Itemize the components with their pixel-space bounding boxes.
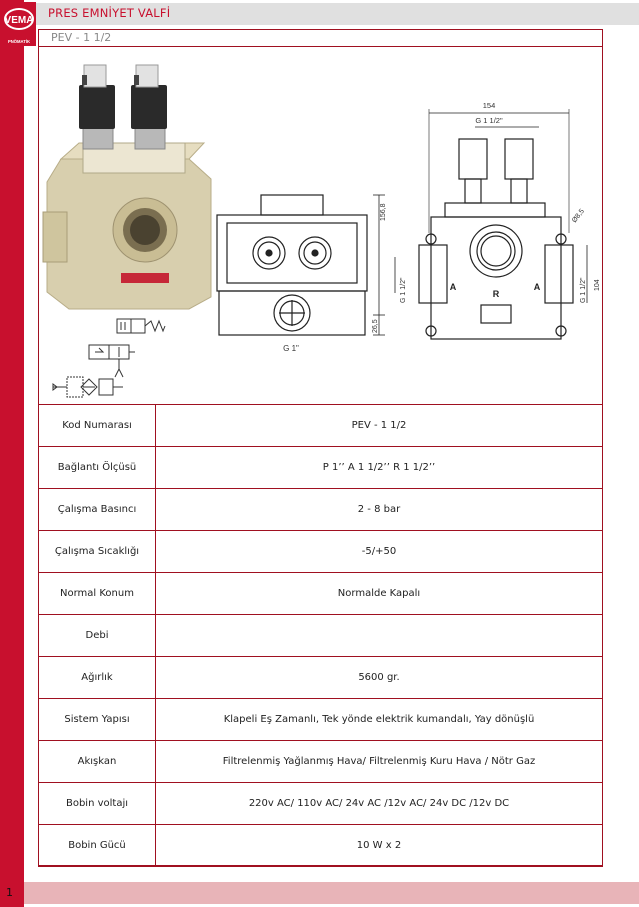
left-sidebar — [0, 0, 24, 907]
page-number: 1 — [6, 886, 13, 899]
spec-label: Akışkan — [39, 741, 156, 783]
dim-width: 154 — [482, 101, 496, 110]
table-row — [39, 657, 603, 699]
table-row — [39, 447, 603, 489]
product-photo — [43, 65, 211, 309]
table-row — [39, 699, 603, 741]
spec-label: Bobin Gücü — [39, 825, 156, 867]
spec-value: P 1’’ A 1 1/2’’ R 1 1/2’’ — [156, 447, 603, 489]
spec-value — [156, 615, 603, 657]
dim-bottom-port: G 1" — [283, 344, 299, 353]
spec-table — [38, 404, 603, 867]
spec-label: Normal Konum — [39, 573, 156, 615]
table-row — [39, 615, 603, 657]
spec-value: PEV - 1 1/2 — [156, 405, 603, 447]
product-drawings — [39, 47, 602, 404]
dim-height-front: 156,8 — [380, 203, 387, 221]
vema-logo — [2, 2, 36, 46]
dim-side-right: G 1 1/2" — [580, 277, 587, 303]
spec-value: Normalde Kapalı — [156, 573, 603, 615]
spec-label: Debi — [39, 615, 156, 657]
dim-top-port: G 1 1/2" — [475, 116, 503, 125]
pneumatic-symbol — [53, 319, 165, 397]
front-view-drawing — [217, 195, 385, 335]
spec-value: -5/+50 — [156, 531, 603, 573]
model-bar — [39, 30, 602, 47]
spec-value: Filtrelenmiş Yağlanmış Hava/ Filtrelenmiş Kuru Hava / Nötr Gaz — [156, 741, 603, 783]
page-title: PRES EMNİYET VALFİ — [48, 6, 171, 20]
logo-brand: VEMA — [4, 15, 34, 26]
dim-bottom-front: 26,5 — [372, 319, 379, 333]
table-row — [39, 489, 603, 531]
logo-sub: PNÖMATİK — [7, 39, 31, 44]
side-view-drawing — [395, 109, 587, 339]
spec-value: 220v AC/ 110v AC/ 24v AC /12v AC/ 24v DC /12v DC — [156, 783, 603, 825]
spec-label: Çalışma Basıncı — [39, 489, 156, 531]
footer-bar — [0, 882, 639, 904]
table-row — [39, 531, 603, 573]
dim-hole: Ø8,5 — [571, 207, 586, 225]
spec-label: Sistem Yapısı — [39, 699, 156, 741]
table-row — [39, 741, 603, 783]
table-row — [39, 825, 603, 867]
spec-value: 10 W x 2 — [156, 825, 603, 867]
spec-label: Çalışma Sıcaklığı — [39, 531, 156, 573]
spec-value: Klapeli Eş Zamanlı, Tek yönde elektrik kumandalı, Yay dönüşlü — [156, 699, 603, 741]
port-label-right: A — [533, 282, 541, 292]
dim-height-right: 104 — [594, 279, 601, 291]
spec-label: Ağırlık — [39, 657, 156, 699]
spec-value: 5600 gr. — [156, 657, 603, 699]
dim-side-left: G 1 1/2" — [400, 277, 407, 303]
port-label-center: R — [492, 289, 500, 299]
spec-label: Bağlantı Ölçüsü — [39, 447, 156, 489]
port-label-left: A — [449, 282, 457, 292]
spec-label: Bobin voltajı — [39, 783, 156, 825]
table-row — [39, 573, 603, 615]
model-code: PEV - 1 1/2 — [51, 31, 112, 44]
spec-value: 2 - 8 bar — [156, 489, 603, 531]
table-row — [39, 783, 603, 825]
table-row — [39, 405, 603, 447]
spec-label: Kod Numarası — [39, 405, 156, 447]
